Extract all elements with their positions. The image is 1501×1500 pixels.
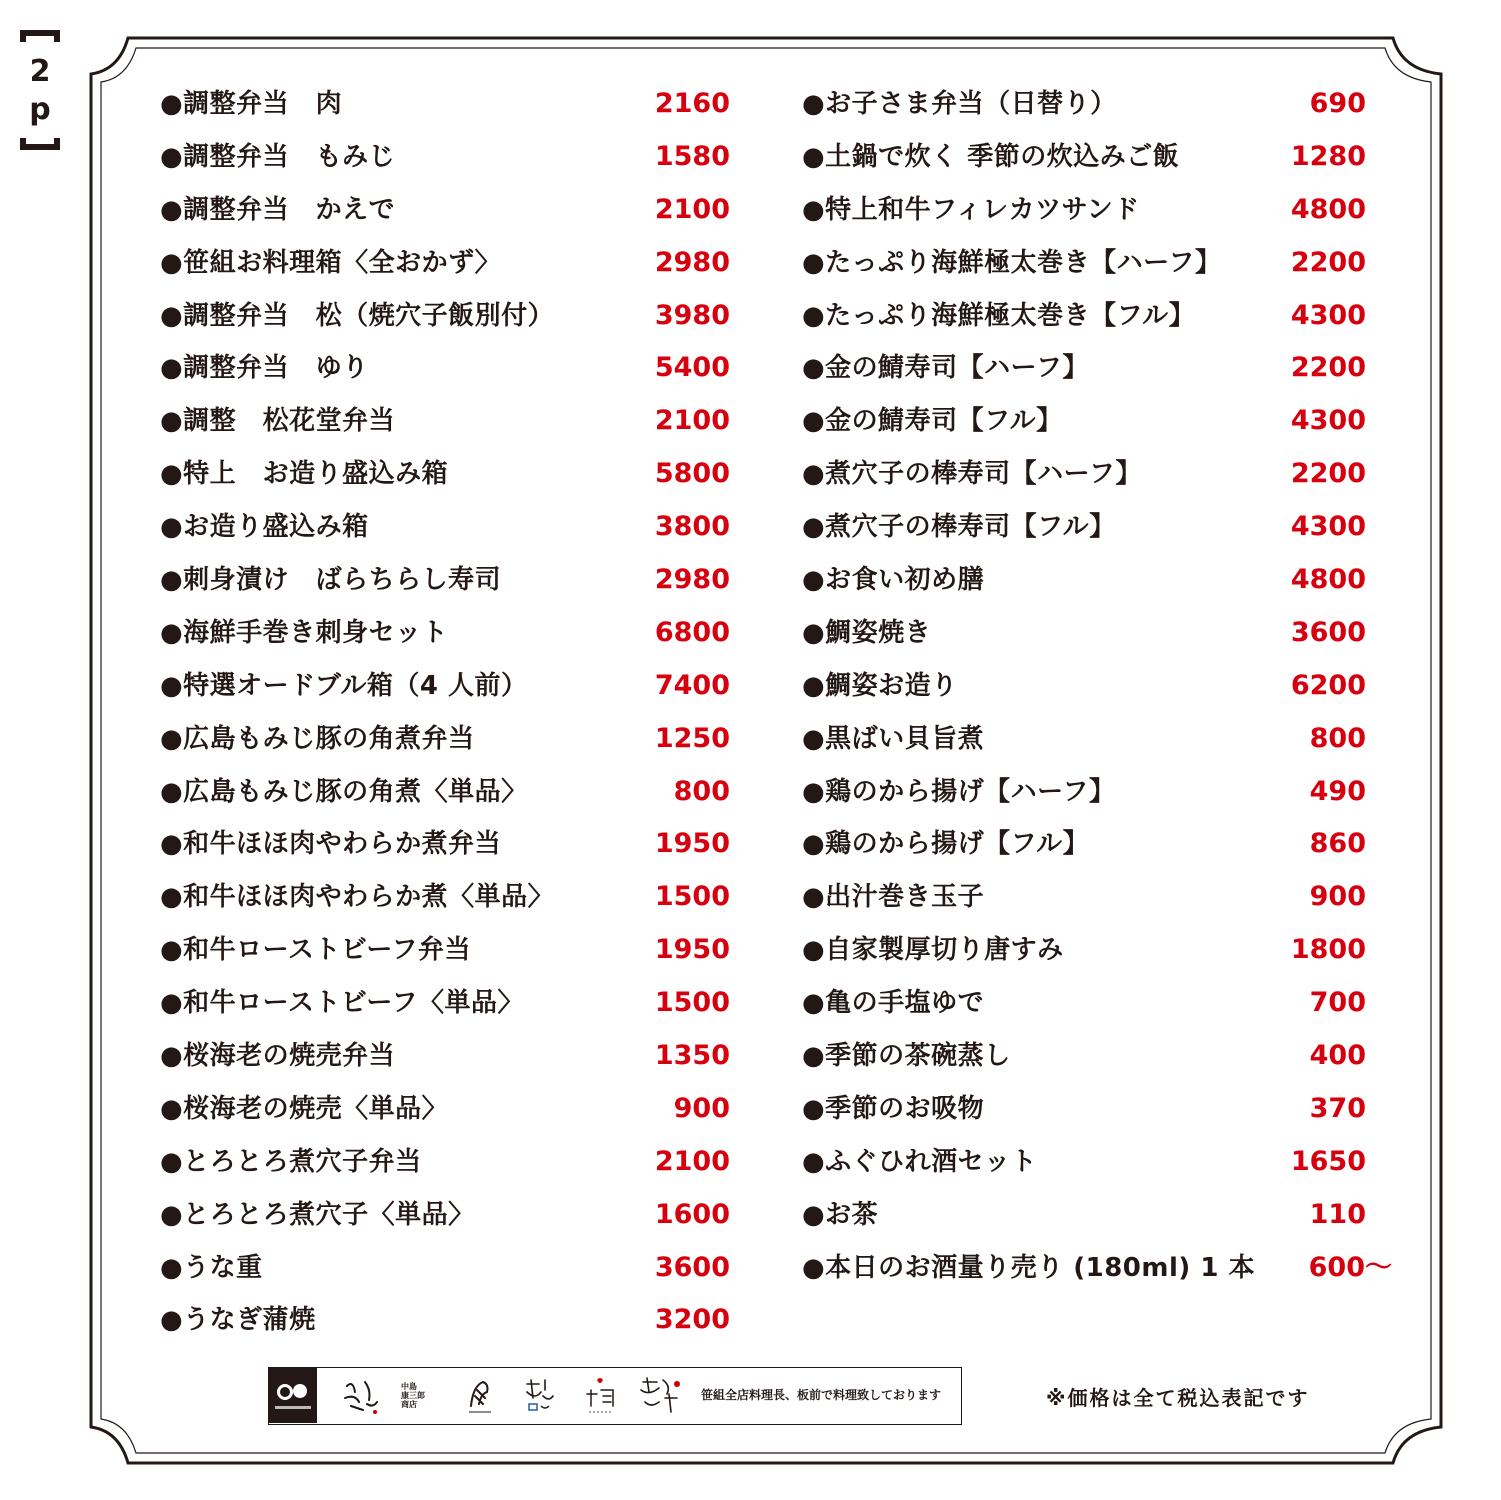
menu-item-price: 1950 bbox=[654, 828, 730, 860]
menu-item-name: ●お食い初め膳 bbox=[802, 565, 985, 596]
nakajima-logo: 中島 康三郎 商店 bbox=[401, 1382, 425, 1409]
menu-item-name: ●煮穴子の棒寿司【ハーフ】 bbox=[802, 459, 1142, 490]
menu-item bbox=[802, 131, 1392, 184]
sasamoto-logo bbox=[341, 1376, 381, 1416]
menu-item-name: ●たっぷり海鮮極太巻き【ハーフ】 bbox=[802, 247, 1222, 278]
menu-item bbox=[802, 78, 1392, 131]
menu-item-name: ●うな重 bbox=[160, 1252, 263, 1283]
menu-item-price: 3980 bbox=[654, 299, 730, 331]
page-number-digit: 2 bbox=[29, 54, 51, 89]
menu-list-right bbox=[802, 78, 1392, 1294]
menu-item-name: ●桜海老の焼売弁当 bbox=[160, 1041, 396, 1072]
menu-item-price: 2200 bbox=[1290, 246, 1366, 278]
menu-item bbox=[160, 713, 730, 766]
menu-item-name: ●とろとろ煮穴子〈単品〉 bbox=[160, 1199, 475, 1230]
page-number-tag bbox=[20, 30, 60, 150]
menu-item-price: 6200 bbox=[1290, 669, 1366, 701]
menu-item-price: 3600 bbox=[654, 1251, 730, 1283]
kojiro-logo bbox=[523, 1376, 557, 1416]
menu-item bbox=[160, 554, 730, 607]
menu-item-price: 1500 bbox=[654, 987, 730, 1019]
menu-item-name: ●亀の手塩ゆで bbox=[802, 988, 985, 1019]
menu-item bbox=[160, 237, 730, 290]
sasagumi-logo bbox=[269, 1368, 317, 1423]
menu-item-name: ●出汁巻き玉子 bbox=[802, 882, 985, 913]
menu-item bbox=[160, 1294, 730, 1347]
brand-strip bbox=[268, 1367, 962, 1425]
menu-item-price: 2160 bbox=[654, 88, 730, 119]
menu-item-name: ●お茶 bbox=[802, 1199, 879, 1230]
menu-item-price: 5800 bbox=[654, 458, 730, 490]
menu-item-name: ●調整 松花堂弁当 bbox=[160, 406, 396, 437]
menu-item bbox=[802, 395, 1392, 448]
menu-item-name: ●黒ばい貝旨煮 bbox=[802, 723, 985, 754]
menu-item-price: 110 bbox=[1309, 1198, 1366, 1230]
menu-item-price: 1500 bbox=[654, 881, 730, 913]
menu-item-name: ●笹組お料理箱〈全おかず〉 bbox=[160, 247, 502, 278]
menu-item-name: ●調整弁当 ゆり bbox=[160, 353, 369, 384]
menu-item bbox=[802, 871, 1392, 924]
menu-item bbox=[160, 1136, 730, 1189]
menu-item-name: ●広島もみじ豚の角煮弁当 bbox=[160, 723, 475, 754]
menu-item bbox=[160, 395, 730, 448]
menu-item-price: 2200 bbox=[1290, 352, 1366, 384]
tax-note: ※価格は全て税込表記です bbox=[1046, 1386, 1310, 1410]
menu-item-price: 900 bbox=[1309, 881, 1366, 913]
menu-item-name: ●刺身漬け ばらちらし寿司 bbox=[160, 565, 502, 596]
menu-item-name: ●鯛姿焼き bbox=[802, 617, 932, 648]
menu-item-price: 5400 bbox=[654, 352, 730, 384]
menu-item-price: 3800 bbox=[654, 511, 730, 543]
menu-item bbox=[802, 342, 1392, 395]
menu-item-price: 6800 bbox=[654, 616, 730, 648]
menu-item bbox=[802, 977, 1392, 1030]
menu-item-price: 1800 bbox=[1290, 934, 1366, 966]
menu-item-name: ●季節の茶碗蒸し bbox=[802, 1041, 1011, 1072]
menu-item bbox=[160, 977, 730, 1030]
menu-item bbox=[160, 1083, 730, 1136]
menu-item-name: ●煮穴子の棒寿司【フル】 bbox=[802, 512, 1116, 543]
menu-item-name: ●調整弁当 かえで bbox=[160, 194, 396, 225]
menu-item-name: ●特上 お造り盛込み箱 bbox=[160, 459, 449, 490]
menu-item bbox=[802, 660, 1392, 713]
menu-item-price: 1280 bbox=[1290, 140, 1366, 172]
menu-item-price: 2100 bbox=[654, 1145, 730, 1177]
chousei-logo bbox=[583, 1376, 617, 1416]
menu-item-price: 4800 bbox=[1290, 193, 1366, 225]
menu-item-price: 4300 bbox=[1290, 405, 1366, 437]
bird-logo-icon bbox=[465, 1376, 495, 1416]
menu-item-price: 1250 bbox=[654, 722, 730, 754]
menu-item-name: ●うなぎ蒲焼 bbox=[160, 1305, 316, 1336]
menu-item-price: 4300 bbox=[1290, 299, 1366, 331]
menu-item-name: ●海鮮手巻き刺身セット bbox=[160, 617, 449, 648]
menu-item-name: ●特上和牛フィレカツサンド bbox=[802, 194, 1140, 225]
menu-item-name: ●和牛ローストビーフ〈単品〉 bbox=[160, 988, 525, 1019]
menu-item-price: 860 bbox=[1309, 828, 1366, 860]
menu-item-name: ●金の鯖寿司【ハーフ】 bbox=[802, 353, 1089, 384]
menu-item bbox=[160, 924, 730, 977]
menu-item bbox=[802, 554, 1392, 607]
menu-item-name: ●和牛ほほ肉やわらか煮〈単品〉 bbox=[160, 882, 555, 913]
menu-item-price: 900 bbox=[673, 1092, 730, 1124]
menu-item-name: ●ふぐひれ酒セット bbox=[802, 1146, 1038, 1177]
menu-item bbox=[802, 1189, 1392, 1242]
menu-item bbox=[802, 1136, 1392, 1189]
menu-item-price: 2980 bbox=[654, 246, 730, 278]
menu-item-name: ●とろとろ煮穴子弁当 bbox=[160, 1146, 422, 1177]
menu-item bbox=[802, 607, 1392, 660]
menu-item-name: ●広島もみじ豚の角煮〈単品〉 bbox=[160, 776, 528, 807]
menu-item bbox=[802, 501, 1392, 554]
menu-item bbox=[160, 290, 730, 343]
menu-item-price: 2100 bbox=[654, 405, 730, 437]
menu-item bbox=[802, 1242, 1392, 1295]
menu-item-price: 1600 bbox=[654, 1198, 730, 1230]
menu-item-price: 1650 bbox=[1290, 1145, 1366, 1177]
menu-item-name: ●たっぷり海鮮極太巻き【フル】 bbox=[802, 300, 1196, 331]
menu-item-name: ●お造り盛込み箱 bbox=[160, 512, 369, 543]
menu-item bbox=[802, 1083, 1392, 1136]
menu-item bbox=[802, 766, 1392, 819]
menu-item-price: 800 bbox=[1309, 722, 1366, 754]
menu-item bbox=[160, 1189, 730, 1242]
menu-item bbox=[160, 131, 730, 184]
menu-item-name: ●和牛ほほ肉やわらか煮弁当 bbox=[160, 829, 502, 860]
nikuro-logo bbox=[637, 1376, 683, 1416]
menu-item bbox=[160, 448, 730, 501]
menu-item-name: ●鶏のから揚げ【フル】 bbox=[802, 829, 1090, 860]
menu-item bbox=[160, 766, 730, 819]
menu-item bbox=[802, 924, 1392, 977]
menu-item-price: 800 bbox=[673, 775, 730, 807]
page-number-letter: p bbox=[29, 92, 51, 127]
menu-item-price: 600～ bbox=[1308, 1251, 1392, 1283]
menu-item-price: 700 bbox=[1309, 987, 1366, 1019]
bracket-top bbox=[20, 30, 60, 48]
menu-item-price: 3600 bbox=[1290, 616, 1366, 648]
menu-list-left bbox=[160, 78, 730, 1347]
menu-item-price: 370 bbox=[1309, 1092, 1366, 1124]
strip-caption: 笹組全店料理長、板前で料理致しております bbox=[701, 1388, 942, 1402]
menu-item-name: ●お子さま弁当（日替り） bbox=[802, 89, 1117, 119]
menu-item bbox=[160, 818, 730, 871]
menu-item bbox=[160, 607, 730, 660]
menu-item-price: 2100 bbox=[654, 193, 730, 225]
menu-item-price: 2200 bbox=[1290, 458, 1366, 490]
menu-item-price: 2980 bbox=[654, 564, 730, 596]
menu-item bbox=[802, 1030, 1392, 1083]
menu-item bbox=[802, 818, 1392, 871]
menu-item bbox=[802, 290, 1392, 343]
menu-item-price: 1350 bbox=[654, 1040, 730, 1072]
menu-item bbox=[160, 871, 730, 924]
menu-item-name: ●調整弁当 肉 bbox=[160, 89, 343, 119]
menu-item-price: 7400 bbox=[654, 669, 730, 701]
bracket-bottom bbox=[20, 132, 60, 150]
menu-item-name: ●鯛姿お造り bbox=[802, 670, 958, 701]
menu-item bbox=[802, 237, 1392, 290]
menu-item-price: 1580 bbox=[654, 140, 730, 172]
menu-item bbox=[160, 1030, 730, 1083]
menu-item bbox=[160, 184, 730, 237]
menu-item-name: ●調整弁当 もみじ bbox=[160, 141, 396, 172]
menu-item-price: 400 bbox=[1309, 1040, 1366, 1072]
menu-item bbox=[802, 184, 1392, 237]
menu-item-name: ●季節のお吸物 bbox=[802, 1093, 985, 1124]
menu-item-price: 1950 bbox=[654, 934, 730, 966]
menu-item-price: 4300 bbox=[1290, 511, 1366, 543]
menu-item-name: ●金の鯖寿司【フル】 bbox=[802, 406, 1063, 437]
menu-item-name: ●調整弁当 松（焼穴子飯別付） bbox=[160, 300, 555, 331]
menu-item bbox=[160, 501, 730, 554]
menu-item-name: ●和牛ローストビーフ弁当 bbox=[160, 935, 472, 966]
menu-item-name: ●鶏のから揚げ【ハーフ】 bbox=[802, 776, 1116, 807]
menu-item-price: 3200 bbox=[654, 1304, 730, 1336]
menu-item bbox=[160, 342, 730, 395]
menu-item-name: ●桜海老の焼売〈単品〉 bbox=[160, 1093, 449, 1124]
menu-item bbox=[802, 448, 1392, 501]
menu-item bbox=[160, 78, 730, 131]
menu-item-name: ●特選オードブル箱（4 人前） bbox=[160, 670, 528, 701]
menu-item bbox=[160, 660, 730, 713]
menu-item-price: 690 bbox=[1309, 88, 1366, 119]
menu-item bbox=[160, 1242, 730, 1295]
menu-item-name: ●本日のお酒量り売り (180ml) 1 本 bbox=[802, 1252, 1255, 1283]
menu-item-price: 490 bbox=[1309, 775, 1366, 807]
menu-item-price: 4800 bbox=[1290, 564, 1366, 596]
menu-item bbox=[802, 713, 1392, 766]
menu-item-name: ●自家製厚切り唐すみ bbox=[802, 935, 1064, 966]
menu-item-name: ●土鍋で炊く 季節の炊込みご飯 bbox=[802, 141, 1180, 172]
